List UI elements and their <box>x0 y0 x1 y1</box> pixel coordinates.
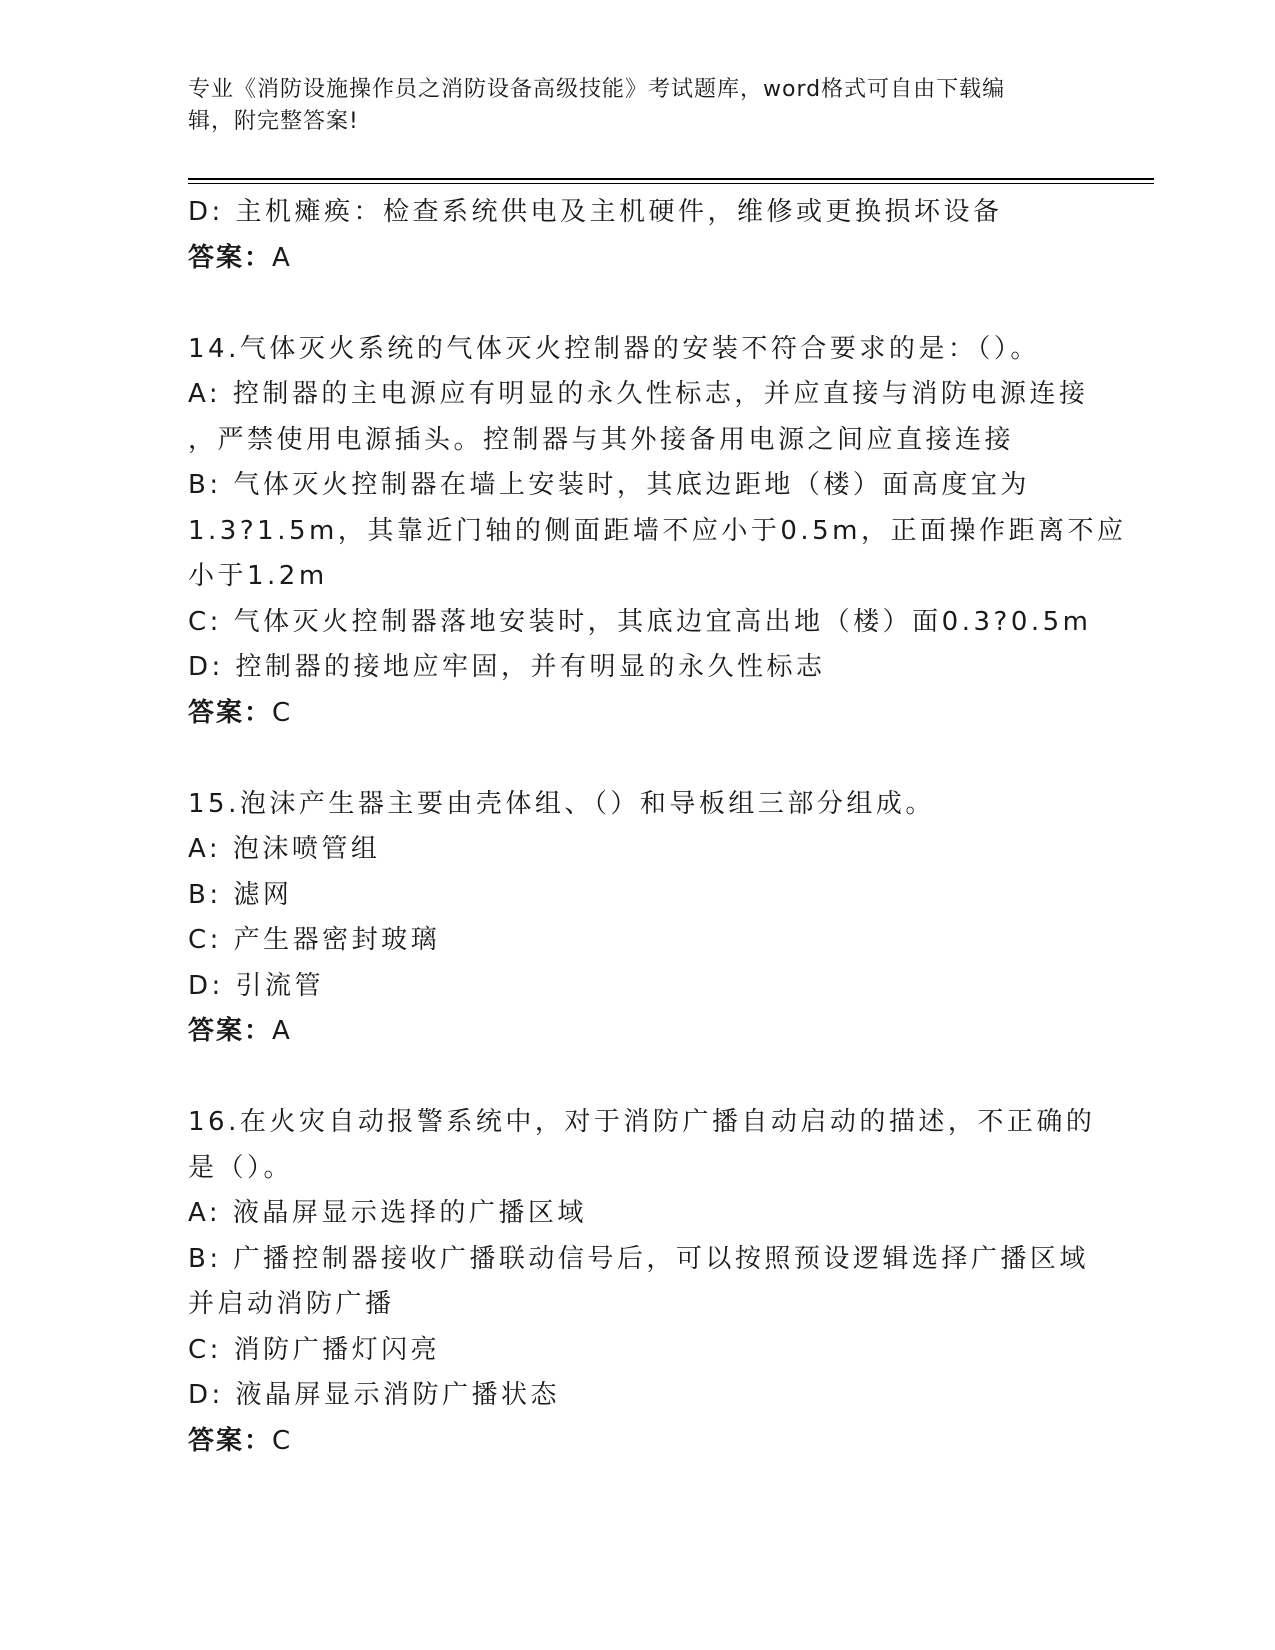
answer-value: A <box>272 1016 292 1046</box>
question-stem: 16.在火灾自动报警系统中，对于消防广播自动启动的描述，不正确的 <box>188 1107 1096 1137</box>
header-line-2: 辑，附完整答案! <box>188 109 359 134</box>
option-a: A: 泡沫喷管组 <box>188 834 381 864</box>
option-b-continued: 1.3?1.5m，其靠近门轴的侧面距墙不应小于0.5m，正面操作距离不应 <box>188 515 1127 546</box>
answer-line <box>188 1419 1088 1465</box>
answer-line <box>188 691 1088 737</box>
answer-line <box>188 236 1088 282</box>
question-15 <box>188 782 1088 1055</box>
header-divider-thin <box>188 183 1154 184</box>
header-line-1: 专业《消防设施操作员之消防设备高级技能》考试题库，word格式可自由下载编 <box>188 77 1006 102</box>
option-a: A: 液晶屏显示选择的广播区域 <box>188 1198 587 1228</box>
option-a-continued: ，严禁使用电源插头。控制器与其外接备用电源之间应直接连接 <box>188 424 1015 455</box>
answer-label: 答案： <box>188 697 273 728</box>
question-stem: 14.气体灭火系统的气体灭火控制器的安装不符合要求的是：（）。 <box>188 333 1040 364</box>
option-d: D: 引流管 <box>188 970 325 1001</box>
answer-label: 答案： <box>188 242 273 273</box>
spacer <box>188 1055 1088 1101</box>
option-b: B: 广播控制器接收广播联动信号后，可以按照预设逻辑选择广播区域 <box>188 1243 1089 1274</box>
question-16 <box>188 1100 1096 1464</box>
option-d: D: 主机瘫痪：检查系统供电及主机硬件，维修或更换损坏设备 <box>188 197 1003 227</box>
answer-value: C <box>272 1425 293 1456</box>
question-list <box>188 190 1127 1464</box>
option-b: B: 气体灭火控制器在墙上安装时，其底边距地（楼）面高度宜为 <box>188 470 1030 500</box>
question-stem: 15.泡沫产生器主要由壳体组、（）和导板组三部分组成。 <box>188 788 935 819</box>
document-header <box>188 74 1088 138</box>
option-b-continued: 并启动消防广播 <box>188 1289 395 1319</box>
question-13-tail <box>188 190 1088 281</box>
question-14 <box>188 327 1127 737</box>
option-b: B: 滤网 <box>188 879 293 910</box>
option-c: C: 气体灭火控制器落地安装时，其底边宜高出地（楼）面0.3?0.5m <box>188 606 1092 637</box>
option-b-continued-2: 小于1.2m <box>188 561 328 591</box>
answer-value: C <box>272 697 293 728</box>
option-c: C: 产生器密封玻璃 <box>188 925 441 955</box>
header-divider-thick <box>188 178 1154 180</box>
answer-label: 答案： <box>188 1016 273 1046</box>
answer-line <box>188 1009 1088 1055</box>
answer-label: 答案： <box>188 1425 273 1456</box>
question-stem-continued: 是（）。 <box>188 1152 294 1183</box>
option-d: D: 液晶屏显示消防广播状态 <box>188 1380 561 1410</box>
answer-value: A <box>272 242 292 273</box>
option-d: D: 控制器的接地应牢固，并有明显的永久性标志 <box>188 652 826 682</box>
spacer <box>188 736 1088 782</box>
option-c: C: 消防广播灯闪亮 <box>188 1334 441 1365</box>
spacer <box>188 281 1088 327</box>
option-a: A: 控制器的主电源应有明显的永久性标志，并应直接与消防电源连接 <box>188 379 1089 409</box>
